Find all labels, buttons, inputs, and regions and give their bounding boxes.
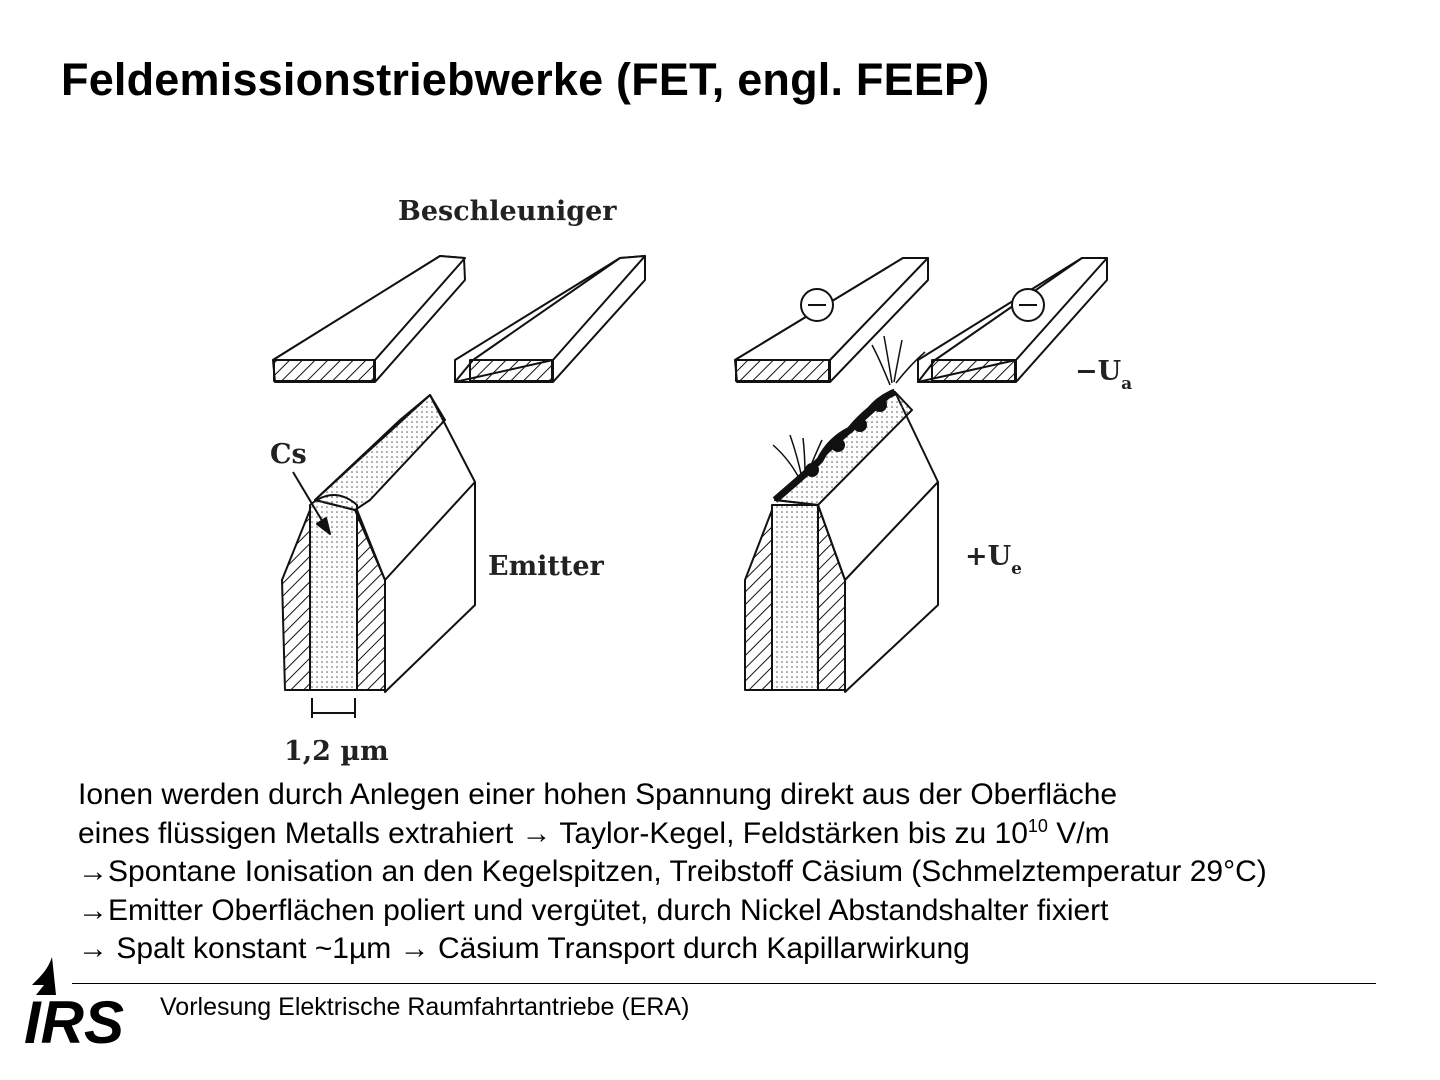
footer-divider — [72, 983, 1376, 984]
body-line-2: eines flüssigen Metalls extrahiert → Taylor-Kegel, Feldstärken bis zu $10^{10}$ V/m — [78, 815, 1110, 850]
accelerator-plate-right-1 — [735, 258, 928, 382]
label-minus-ua: $-U_a$ — [1075, 356, 1133, 394]
emitter-right — [745, 336, 938, 692]
label-plus-ue: $+U_e$ — [965, 541, 1022, 579]
body-line-5: → Spalt konstant ~1µm → Cäsium Transport durch Kapillarwirkung — [78, 932, 970, 965]
irs-logo — [22, 955, 140, 1050]
accelerator-plate-left-1 — [273, 256, 465, 382]
body-line-4: →Emitter Oberflächen poliert und vergütet, durch Nickel Abstandshalter fixiert — [78, 893, 1109, 927]
body-line-1: Ionen werden durch Anlegen einer hohen Spannung direkt aus der Oberfläche — [78, 778, 1118, 811]
accelerator-plate-left-2 — [455, 256, 645, 382]
footer-lecture-title: Vorlesung Elektrische Raumfahrtantriebe (ERA) — [160, 993, 690, 1021]
body-line-3: →Spontane Ionisation an den Kegelspitzen, Treibstoff Cäsium (Schmelztemperatur 29°C) — [78, 855, 1267, 888]
emitter-left — [282, 395, 475, 718]
svg-text:IRS: IRS — [24, 989, 125, 1050]
label-gap-width: 1,2 µm — [284, 736, 389, 767]
body-text — [78, 776, 1438, 969]
slide-title: Feldemissionstriebwerke (FET, engl. FEEP) — [61, 54, 990, 105]
label-emitter: Emitter — [488, 551, 604, 582]
label-cesium: Cs — [270, 439, 307, 470]
label-accelerator: Beschleuniger — [398, 196, 617, 227]
